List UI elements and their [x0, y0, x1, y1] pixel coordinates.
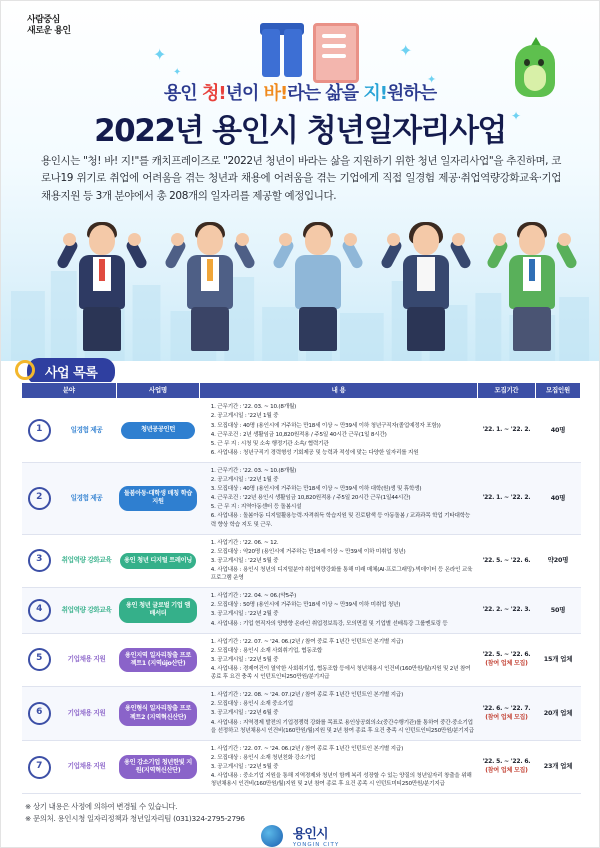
row-count: 50명	[535, 588, 580, 633]
detail-line: 3. 공고게시일 : '22년 6월 중	[210, 710, 279, 717]
row-category: 일경험 제공	[57, 462, 116, 534]
detail-line: 4. 근무조건 : 2년 생활임금 10,820원적용 / 주5일 40시간 근무(1일 8시간)	[210, 431, 387, 438]
detail-line: 6. 사업내용 : 청년구직기 경력형성 기회제공 및 능력과 적성에 맞는 다양한 일자리를 지원	[210, 449, 419, 456]
city-emblem-icon	[261, 825, 283, 847]
row-period: '22. 6. ~ '22. 7. (참여 업체 모집)	[477, 687, 535, 741]
row-number-badge: 1	[28, 419, 51, 442]
row-number	[22, 740, 57, 794]
logo-line-2: 새로운 용인	[27, 26, 71, 37]
intro-paragraph: 용인시는 "청! 바! 지!"를 캐치프레이즈로 "2022년 청년이 바라는 삶을 지원하기 위한 청년 일자리사업"을 추진하며, 코로나19 위기로 취업에 어려움을 겪는 청년과 채용에 어려움을 겪는 기업에게 직접 일경험 제공·취업역량강화교육·기업채용지원 등 3개 분야에서 총 208개의 일자리를 제공할 예정입니다.	[41, 155, 561, 202]
table-row	[22, 462, 581, 534]
detail-line: 2. 모집대상 : 약20명 (용인시에 거주하는 만18세 이상 ~ 만39세 이하 미취업 청년)	[210, 548, 406, 555]
row-program-name	[116, 687, 200, 741]
detail-line: 2. 모집대상 : 용인시 소재 중소기업	[210, 701, 293, 708]
row-count: 20개 업체	[535, 687, 580, 741]
detail-line: 1. 사업기간 : '22. 08. ~ '24. 07.(2년 / 참여 종료 후 1년간 인턴트인 본기별 지급)	[210, 692, 404, 699]
detail-line: 4. 사업내용 : 지역경제 발전의 기업경쟁력 강화를 목표로 용인상공회의소(중간수행기관)를 통하여 중간·중소기업을 선정하고 청년채용시 인건비(160만원/월)지원 및 2년 참여 종료 후 요건 충족 시 인턴트인티250만원/분기지급	[210, 719, 474, 734]
footer-city-name-ko: 용인시	[292, 827, 328, 842]
detail-line: 1. 사업기간 : '22. 04. ~ 06.(약5주)	[210, 593, 297, 600]
row-category: 일경험 제공	[57, 399, 116, 463]
row-program-name	[116, 399, 200, 463]
program-name-badge: 용인 청년 글로벌 기업 앰배서더	[119, 598, 197, 623]
table-row	[22, 588, 581, 633]
table-row	[22, 633, 581, 687]
row-details	[200, 687, 478, 741]
row-details	[200, 462, 478, 534]
person-figure	[381, 225, 471, 351]
row-number-badge: 3	[28, 549, 51, 572]
program-name-badge: 용인지역 일자리창출 프로젝트1 (지역újo산단)	[119, 648, 197, 673]
row-count: 15개 업체	[535, 633, 580, 687]
row-category: 기업채용 지원	[57, 740, 116, 794]
row-period: '22. 5. ~ '22. 6. (참여 업체 모집)	[477, 633, 535, 687]
detail-line: 2. 모집대상 : 50명 (용인시에 거주하는 만18세 이상 ~ 만39세 이하 미취업 청년)	[210, 602, 401, 609]
sparkle-icon: ✦	[399, 41, 413, 60]
row-category: 기업채용 지원	[57, 687, 116, 741]
row-category: 취업역량 강화교육	[57, 588, 116, 633]
program-name-badge: 용인 청년 디지털 트레이닝	[120, 553, 196, 569]
detail-line: 4. 사업내용 : 중소기업 지원을 통해 지역경제와 청년이 함께 복리 성장할 수 있는 양질의 청년일자리 창출을 위해 청년채용시 인건비(160만원/월)지원 및 2년 참여 종료 후 요건 종족 시 인턴트미티250만원/분기지급	[210, 773, 472, 788]
footer-city-name-en: YONGIN CITY	[292, 842, 340, 848]
detail-line: 3. 공고게시일 : '22년 5월 중	[210, 656, 279, 663]
row-number	[22, 588, 57, 633]
detail-line: 4. 사업내용 : 용인시 청년의 디지털분야 취업역량강화를 통해 미래 매체(AI·프로그래밍)·빅데이터 등 온라인 교육프로그램 운영	[210, 567, 473, 582]
table-col-header-category: 분야	[22, 383, 117, 399]
row-period: '22. 1. ~ '22. 2.	[477, 462, 535, 534]
row-period: '22. 5. ~ '22. 6. (참여 업체 모집)	[477, 740, 535, 794]
table-col-header-period: 모집기간	[477, 383, 535, 399]
detail-line: 2. 공고게시일 : '22년 1월 중	[210, 413, 279, 420]
detail-line: 3. 공고게시일 : '22년 5월 중	[210, 557, 279, 564]
detail-line: 2. 모집대상 : 용인시 소재 사회취기업, 협동조합	[210, 647, 323, 654]
page-title: 2022년 용인시 청년일자리사업	[94, 113, 506, 149]
jeans-illustration	[259, 19, 305, 79]
detail-line: 3. 공고게시일 : '22년 5월 중	[210, 764, 279, 770]
row-category: 기업채용 지원	[57, 633, 116, 687]
detail-line: 3. 모집대상 : 40명 (용인시에 거주하는 만18세 이상 ~ 만39세 이하 대학(원)생 및 휴학생)	[210, 486, 422, 493]
sub-headline: 용인 청!년이 바!라는 삶을 지!원하는	[163, 83, 437, 104]
row-program-name	[116, 588, 200, 633]
footnote-2: ※ 문의처. 용인시청 일자리정책과 청년일자리팀 (031)324-2795-2796	[25, 813, 245, 823]
row-program-name	[116, 462, 200, 534]
row-number	[22, 399, 57, 463]
person-figure	[487, 225, 577, 351]
program-name-badge: 용인형식 일자리창출 프로젝트2 (지역혁신산단)	[119, 701, 197, 726]
row-number-badge: 7	[28, 756, 51, 779]
table-col-header-name: 사업명	[116, 383, 200, 399]
row-details	[200, 588, 478, 633]
row-number	[22, 633, 57, 687]
logo-line-1: 사람중심	[27, 15, 60, 25]
sparkle-icon: ✦	[427, 73, 437, 86]
row-details	[200, 740, 478, 794]
row-number-badge: 2	[28, 487, 51, 510]
program-name-badge: 청년공공인턴	[121, 422, 195, 438]
table-col-header-count: 모집인원	[535, 383, 580, 399]
detail-line: 2. 공고게시일 : '22년 1월 중	[210, 477, 279, 484]
detail-line: 1. 사업기간 : '22. 07. ~ '24. 06.(2년 / 참여 종료 후 1년간 인턴트인 본기별 지급)	[210, 745, 404, 752]
row-details	[200, 534, 478, 588]
detail-line: 2. 모집대상 : 용인시 소재 청년친화 강소기업	[210, 754, 316, 761]
table-body	[22, 399, 581, 794]
row-period-note: (참여 업체 모집)	[485, 713, 528, 721]
row-category: 취업역량 강화교육	[57, 534, 116, 588]
table-row	[22, 687, 581, 741]
detail-line: 4. 사업내용 : 기업 현직자의 양방향 온라인 취업정보특강, 모의면접 및 기업별 선배특강 그룹멘토링 등	[210, 620, 448, 627]
row-period: '22. 2. ~ '22. 3.	[477, 588, 535, 633]
row-count: 약20명	[535, 534, 580, 588]
program-name-badge: 용인 강소기업 청년한빛 지원(지역혁신산단)	[119, 755, 197, 780]
row-program-name	[116, 740, 200, 794]
footnotes	[25, 801, 245, 825]
table-row	[22, 399, 581, 463]
row-number	[22, 462, 57, 534]
row-program-name	[116, 633, 200, 687]
detail-line: 3. 공고게시일 : '22년 2월 중	[210, 611, 279, 618]
person-figure	[165, 225, 255, 351]
table-header-row	[22, 383, 581, 399]
row-number-badge: 5	[28, 648, 51, 671]
row-details	[200, 633, 478, 687]
table-row	[22, 534, 581, 588]
detail-line: 4. 근무조건 : '22년 용인시 생활임금 10,820원적용 / 주5일 20시간 근무(1일44시간)	[210, 495, 411, 502]
table-col-header-content: 내 용	[200, 383, 478, 399]
notice-board-illustration	[313, 23, 359, 83]
row-program-name	[116, 534, 200, 588]
section-title: 사업 목록	[27, 358, 115, 385]
row-period: '22. 1. ~ '22. 2.	[477, 399, 535, 463]
sparkle-icon: ✦	[511, 109, 522, 123]
row-number-badge: 6	[28, 702, 51, 725]
row-count: 40명	[535, 462, 580, 534]
detail-line: 1. 근무기간 : '22. 03. ~ 10.(8개월)	[210, 404, 297, 411]
detail-line: 1. 근무기간 : '22. 03. ~ 10.(8개월)	[210, 467, 297, 474]
row-number-badge: 4	[28, 599, 51, 622]
row-number	[22, 687, 57, 741]
footnote-1: ※ 상기 내용은 사정에 의하여 변경될 수 있습니다.	[25, 802, 178, 811]
row-number	[22, 534, 57, 588]
detail-line: 6. 사업내용 : 돌봄아동 디지털활용능력·자격취득 학습지원 및 진로탐색 등 아동돌봄 / 교과과목 학업 기타대학능력 향상 학습 지도 및 근무.	[210, 513, 471, 528]
table-row	[22, 740, 581, 794]
sparkle-icon: ✦	[173, 67, 182, 78]
row-period-note: (참여 업체 모집)	[485, 659, 528, 667]
program-table	[21, 382, 581, 794]
row-period-note: (참여 업체 모집)	[485, 767, 528, 775]
sparkle-icon: ✦	[153, 45, 167, 64]
person-figure	[273, 225, 363, 351]
detail-line: 5. 근 무 지 : 시청 및 소속 행정기관 소속/ 협력기관	[210, 440, 329, 447]
footer-logo	[1, 823, 599, 848]
detail-line: 5. 근 무 지 : 지역아동센터 등 돌봄시설	[210, 504, 302, 511]
row-details	[200, 399, 478, 463]
person-figure	[57, 225, 147, 351]
row-period: '22. 5. ~ '22. 6.	[477, 534, 535, 588]
city-logo	[27, 15, 71, 38]
detail-line: 1. 사업기간 : '22. 06. ~ 12.	[210, 539, 279, 546]
detail-line: 3. 모집대상 : 40명 (용인시에 거주하는 만18세 이상 ~ 만39세 이하 청년구직자(졸업예정자 포함))	[210, 422, 441, 429]
detail-line: 4. 사업내용 : 경제여건이 열악한 사회취기업, 협동조합 등에서 청년채용시 인건비(160만원/월)지원 및 2년 참여 종료 후 요건 충족 시 인턴트인티250만원/분기지급	[210, 666, 471, 681]
detail-line: 1. 사업기간 : '22. 07. ~ '24. 06.(2년 / 참여 중료 후 1년간 인턴트인 본기별 지급)	[210, 638, 404, 645]
row-count: 23개 업체	[535, 740, 580, 794]
row-count: 40명	[535, 399, 580, 463]
people-illustration	[35, 223, 567, 351]
program-name-badge: 돌봄아동·대학생 매칭 학습지원	[119, 486, 197, 511]
